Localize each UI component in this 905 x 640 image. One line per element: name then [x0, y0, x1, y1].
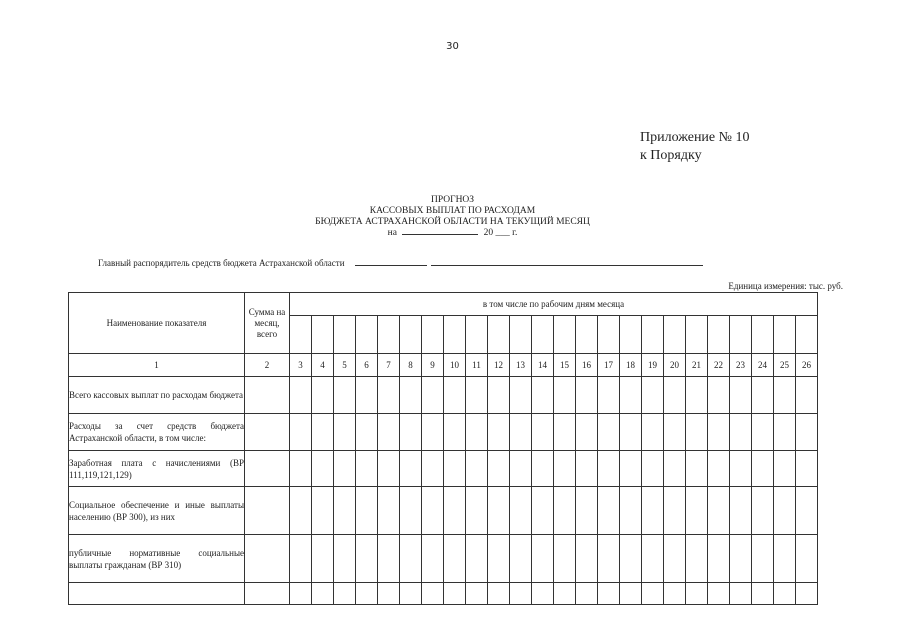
day-value-cell [796, 487, 818, 535]
forecast-table [68, 292, 818, 605]
day-value-cell [730, 487, 752, 535]
day-value-cell [774, 487, 796, 535]
day-value-cell [664, 487, 686, 535]
column-number: 16 [576, 354, 598, 377]
day-value-cell [752, 451, 774, 487]
day-value-cell [422, 451, 444, 487]
day-value-cell [532, 414, 554, 451]
header-month-total: Сумма на месяц, всего [245, 293, 290, 354]
table-row [69, 414, 818, 451]
title-line-3: БЮДЖЕТА АСТРАХАНСКОЙ ОБЛАСТИ НА ТЕКУЩИЙ МЕСЯЦ [315, 217, 590, 227]
day-value-cell [576, 583, 598, 605]
distributor-blank-short [355, 259, 427, 266]
day-value-cell [620, 487, 642, 535]
column-number: 23 [730, 354, 752, 377]
title-line-1: ПРОГНОЗ [430, 195, 475, 205]
distributor-label: Главный распорядитель средств бюджета Астраханской области [98, 258, 345, 268]
day-value-cell [598, 535, 620, 583]
day-value-cell [334, 535, 356, 583]
day-value-cell [488, 414, 510, 451]
day-value-cell [598, 583, 620, 605]
table-row [69, 451, 818, 487]
day-value-cell [356, 414, 378, 451]
day-value-cell [620, 451, 642, 487]
day-value-cell [708, 535, 730, 583]
day-value-cell [466, 535, 488, 583]
day-value-cell [576, 377, 598, 414]
day-value-cell [642, 583, 664, 605]
day-value-cell [378, 414, 400, 451]
day-header-cell [312, 316, 334, 354]
day-value-cell [290, 583, 312, 605]
day-value-cell [488, 377, 510, 414]
header-indicator-name: Наименование показателя [69, 293, 245, 354]
day-header-cell [774, 316, 796, 354]
column-number: 11 [466, 354, 488, 377]
day-value-cell [444, 583, 466, 605]
day-header-cell [466, 316, 488, 354]
day-header-cell [290, 316, 312, 354]
column-number: 8 [400, 354, 422, 377]
day-value-cell [488, 487, 510, 535]
day-value-cell [752, 487, 774, 535]
day-value-cell [334, 377, 356, 414]
day-value-cell [708, 487, 730, 535]
day-value-cell [312, 377, 334, 414]
day-value-cell [400, 535, 422, 583]
day-value-cell [444, 487, 466, 535]
day-header-cell [422, 316, 444, 354]
day-value-cell [642, 535, 664, 583]
day-value-cell [488, 535, 510, 583]
day-value-cell [730, 535, 752, 583]
column-number: 2 [245, 354, 290, 377]
column-number: 22 [708, 354, 730, 377]
day-value-cell [334, 451, 356, 487]
column-number: 1 [69, 354, 245, 377]
day-value-cell [730, 377, 752, 414]
day-value-cell [730, 451, 752, 487]
row-label: Заработная плата с начислениями (ВР 111,119,121,129) [69, 451, 245, 487]
day-header-cell [334, 316, 356, 354]
date-prefix: на [387, 228, 397, 238]
column-number: 5 [334, 354, 356, 377]
day-value-cell [708, 583, 730, 605]
day-value-cell [598, 414, 620, 451]
table-row [69, 487, 818, 535]
day-header-cell [686, 316, 708, 354]
day-value-cell [554, 377, 576, 414]
day-value-cell [664, 583, 686, 605]
day-value-cell [290, 487, 312, 535]
column-number: 15 [554, 354, 576, 377]
date-year: 20 ___ г. [483, 228, 518, 238]
day-value-cell [400, 583, 422, 605]
day-value-cell [532, 535, 554, 583]
month-total-cell [245, 583, 290, 605]
day-header-cell [796, 316, 818, 354]
day-value-cell [290, 451, 312, 487]
day-value-cell [378, 583, 400, 605]
day-value-cell [664, 451, 686, 487]
day-value-cell [532, 583, 554, 605]
day-header-cell [708, 316, 730, 354]
day-value-cell [400, 487, 422, 535]
day-value-cell [532, 377, 554, 414]
day-value-cell [576, 451, 598, 487]
day-value-cell [576, 487, 598, 535]
distributor-blank-long [431, 259, 703, 266]
day-value-cell [510, 414, 532, 451]
day-value-cell [774, 451, 796, 487]
column-number: 19 [642, 354, 664, 377]
day-value-cell [620, 377, 642, 414]
day-value-cell [752, 535, 774, 583]
day-value-cell [334, 414, 356, 451]
day-value-cell [510, 487, 532, 535]
day-value-cell [356, 487, 378, 535]
appendix-line-2: к Порядку [640, 148, 702, 163]
day-header-cell [356, 316, 378, 354]
day-header-cell [532, 316, 554, 354]
month-total-cell [245, 535, 290, 583]
day-value-cell [730, 414, 752, 451]
day-value-cell [686, 535, 708, 583]
day-value-cell [510, 377, 532, 414]
day-value-cell [444, 414, 466, 451]
day-header-cell [444, 316, 466, 354]
day-value-cell [466, 451, 488, 487]
table-row [69, 535, 818, 583]
day-header-cell [576, 316, 598, 354]
day-value-cell [598, 487, 620, 535]
day-value-cell [356, 377, 378, 414]
day-value-cell [466, 414, 488, 451]
column-number: 10 [444, 354, 466, 377]
day-value-cell [466, 487, 488, 535]
column-number: 14 [532, 354, 554, 377]
appendix-heading [640, 129, 750, 165]
day-value-cell [642, 451, 664, 487]
month-total-cell [245, 377, 290, 414]
day-header-cell [488, 316, 510, 354]
unit-of-measure: Единица измерения: тыс. руб. [728, 281, 843, 291]
day-value-cell [422, 535, 444, 583]
day-value-cell [664, 414, 686, 451]
day-value-cell [510, 451, 532, 487]
day-value-cell [686, 451, 708, 487]
day-value-cell [290, 414, 312, 451]
day-value-cell [444, 451, 466, 487]
day-value-cell [422, 583, 444, 605]
day-value-cell [290, 535, 312, 583]
day-header-cell [752, 316, 774, 354]
day-value-cell [796, 451, 818, 487]
column-number: 6 [356, 354, 378, 377]
day-header-cell [642, 316, 664, 354]
month-total-cell [245, 451, 290, 487]
column-number: 24 [752, 354, 774, 377]
day-value-cell [620, 414, 642, 451]
document-title [0, 195, 905, 239]
column-number: 13 [510, 354, 532, 377]
day-header-cell [664, 316, 686, 354]
day-value-cell [554, 414, 576, 451]
day-value-cell [554, 583, 576, 605]
day-header-cell [620, 316, 642, 354]
day-header-cell [598, 316, 620, 354]
day-value-cell [620, 583, 642, 605]
month-total-cell [245, 414, 290, 451]
day-value-cell [532, 451, 554, 487]
column-number: 4 [312, 354, 334, 377]
day-value-cell [356, 583, 378, 605]
day-value-cell [664, 377, 686, 414]
row-label: публичные нормативные социальные выплаты гражданам (ВР 310) [69, 535, 245, 583]
day-value-cell [686, 487, 708, 535]
day-value-cell [730, 583, 752, 605]
day-value-cell [378, 451, 400, 487]
day-value-cell [290, 377, 312, 414]
column-number: 25 [774, 354, 796, 377]
day-header-cell [378, 316, 400, 354]
title-line-2: КАССОВЫХ ВЫПЛАТ ПО РАСХОДАМ [369, 206, 536, 216]
day-value-cell [796, 377, 818, 414]
column-number: 12 [488, 354, 510, 377]
day-value-cell [312, 487, 334, 535]
day-value-cell [774, 583, 796, 605]
day-header-cell [730, 316, 752, 354]
page-number: 30 [446, 41, 459, 52]
distributor-line [98, 258, 703, 268]
column-number: 21 [686, 354, 708, 377]
day-value-cell [796, 414, 818, 451]
day-value-cell [312, 583, 334, 605]
column-number: 17 [598, 354, 620, 377]
column-number: 26 [796, 354, 818, 377]
day-value-cell [708, 414, 730, 451]
column-number: 18 [620, 354, 642, 377]
day-value-cell [576, 414, 598, 451]
day-value-cell [334, 487, 356, 535]
day-header-cell [554, 316, 576, 354]
day-header-cell [510, 316, 532, 354]
day-value-cell [400, 414, 422, 451]
day-value-cell [356, 451, 378, 487]
day-value-cell [620, 535, 642, 583]
day-value-cell [400, 377, 422, 414]
day-value-cell [378, 535, 400, 583]
day-value-cell [774, 377, 796, 414]
day-value-cell [488, 583, 510, 605]
day-value-cell [554, 487, 576, 535]
column-number: 9 [422, 354, 444, 377]
day-value-cell [752, 414, 774, 451]
day-value-cell [400, 451, 422, 487]
day-value-cell [312, 414, 334, 451]
day-value-cell [796, 535, 818, 583]
day-value-cell [422, 377, 444, 414]
day-value-cell [510, 535, 532, 583]
day-value-cell [466, 583, 488, 605]
day-value-cell [752, 377, 774, 414]
day-value-cell [576, 535, 598, 583]
day-value-cell [378, 377, 400, 414]
day-value-cell [554, 535, 576, 583]
day-value-cell [642, 414, 664, 451]
table-row [69, 583, 818, 605]
column-number: 3 [290, 354, 312, 377]
day-value-cell [708, 451, 730, 487]
day-value-cell [664, 535, 686, 583]
month-total-cell [245, 487, 290, 535]
day-value-cell [356, 535, 378, 583]
day-value-cell [312, 535, 334, 583]
day-value-cell [598, 377, 620, 414]
day-value-cell [444, 377, 466, 414]
day-value-cell [642, 487, 664, 535]
day-value-cell [312, 451, 334, 487]
day-value-cell [334, 583, 356, 605]
row-label: Социальное обеспечение и иные выплаты населению (ВР 300), из них [69, 487, 245, 535]
date-blank [402, 228, 478, 235]
day-value-cell [488, 451, 510, 487]
day-value-cell [444, 535, 466, 583]
row-label: Расходы за счет средств бюджета Астраханской области, в том числе: [69, 414, 245, 451]
day-value-cell [642, 377, 664, 414]
day-value-cell [532, 487, 554, 535]
row-label: Всего кассовых выплат по расходам бюджета [69, 377, 245, 414]
day-value-cell [708, 377, 730, 414]
day-value-cell [686, 583, 708, 605]
day-value-cell [554, 451, 576, 487]
table-row [69, 377, 818, 414]
appendix-line-1: Приложение № 10 [640, 130, 750, 145]
day-value-cell [598, 451, 620, 487]
column-number: 7 [378, 354, 400, 377]
day-value-cell [752, 583, 774, 605]
day-header-cell [400, 316, 422, 354]
row-label [69, 583, 245, 605]
day-value-cell [422, 414, 444, 451]
day-value-cell [774, 535, 796, 583]
day-value-cell [466, 377, 488, 414]
day-value-cell [422, 487, 444, 535]
day-value-cell [774, 414, 796, 451]
header-working-days: в том числе по рабочим дням месяца [290, 293, 818, 316]
day-value-cell [378, 487, 400, 535]
day-value-cell [686, 414, 708, 451]
day-value-cell [686, 377, 708, 414]
title-date-line [0, 228, 905, 239]
day-value-cell [796, 583, 818, 605]
day-value-cell [510, 583, 532, 605]
column-number: 20 [664, 354, 686, 377]
